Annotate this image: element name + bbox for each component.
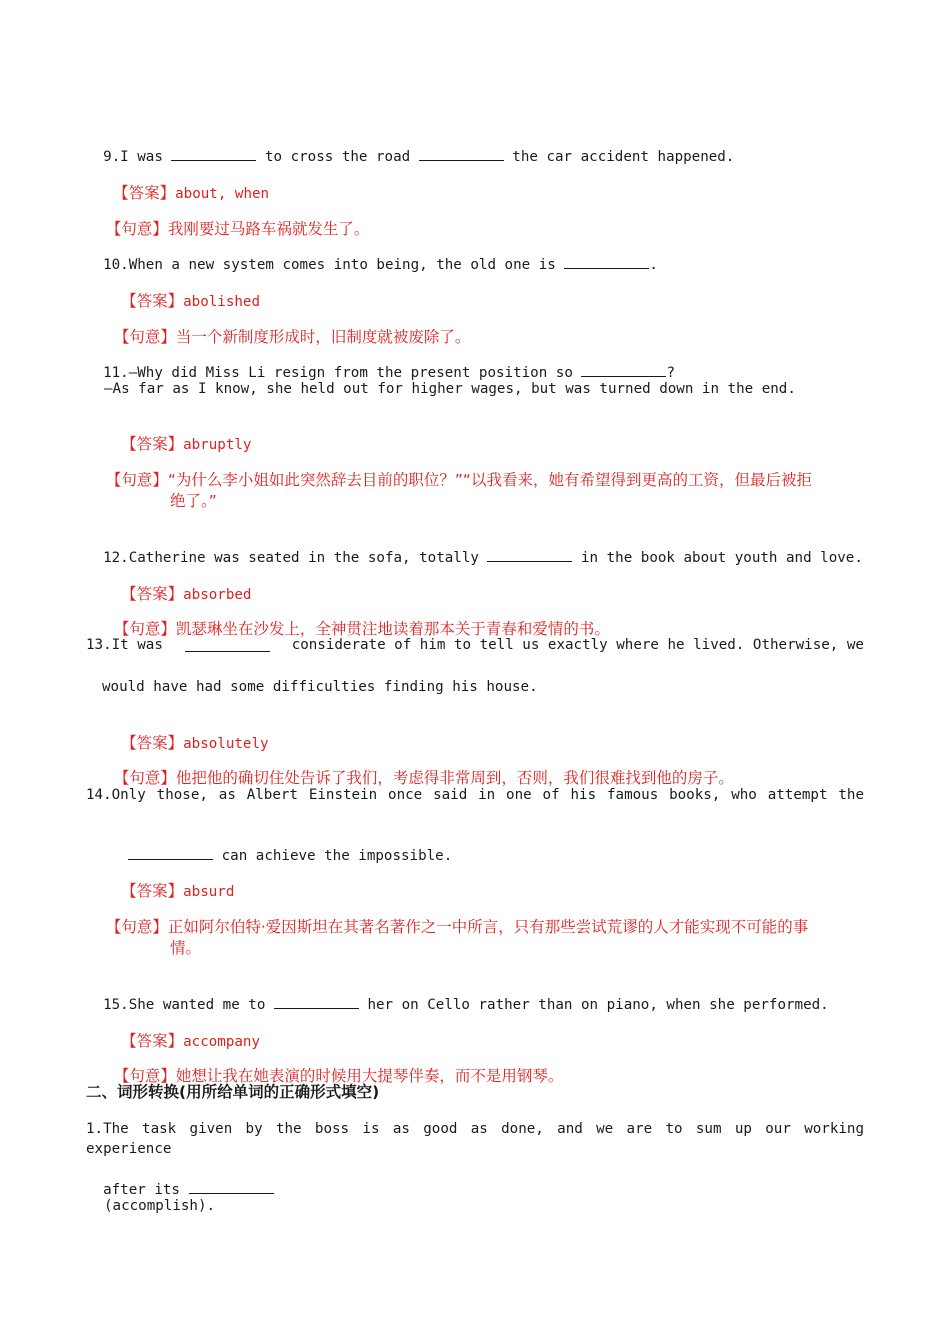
question-13 xyxy=(86,635,864,655)
meaning-text: 正如阿尔伯特·爱因斯坦在其著名著作之一中所言，只有那些尝试荒谬的人才能实现不可能的事 xyxy=(167,918,809,936)
meaning-12 xyxy=(104,599,610,639)
question-text: can achieve the impossible. xyxy=(213,848,453,864)
meaning-11 xyxy=(96,450,812,490)
meaning-text: 凯瑟琳坐在沙发上，全神贯注地读着那本关于青春和爱情的书。 xyxy=(175,620,610,638)
answer-blank xyxy=(487,548,572,562)
answer-blank xyxy=(581,363,666,377)
answer-blank xyxy=(128,846,213,860)
meaning-tag: 【句意】 xyxy=(113,328,176,346)
meaning-10 xyxy=(104,307,470,347)
meaning-tag: 【句意】 xyxy=(113,769,176,787)
question-text: 13.It was xyxy=(86,637,163,653)
question-text: 9.I was xyxy=(103,149,172,165)
meaning-tag: 【句意】 xyxy=(113,620,176,638)
answer-text: absolutely xyxy=(183,736,269,752)
answer-text: abolished xyxy=(183,294,260,310)
question-9 xyxy=(86,127,734,167)
question-14-cont xyxy=(111,826,452,866)
question-text: 15.She wanted me to xyxy=(103,997,274,1013)
answer-text: accompany xyxy=(183,1034,260,1050)
answer-text: absorbed xyxy=(183,587,252,603)
section-heading: 二、词形转换(用所给单词的正确形式填空) xyxy=(86,1083,380,1101)
meaning-text: “为什么李小姐如此突然辞去目前的职位？”“以我看来，她有希望得到更高的工资，但最后被拒 xyxy=(167,471,812,489)
answer-text: about, when xyxy=(175,186,270,202)
meaning-tag: 【句意】 xyxy=(105,918,168,936)
answer-9 xyxy=(96,163,269,204)
question-12 xyxy=(86,528,863,568)
question-14: 14.Only those, as Albert Einstein once said in one of his famous books, who attempt the xyxy=(86,787,864,803)
question-text: . xyxy=(649,257,658,273)
meaning-text: 我刚要过马路车祸就发生了。 xyxy=(167,220,370,238)
answer-blank xyxy=(189,1180,274,1194)
answer-text: absurd xyxy=(183,884,235,900)
question-13-cont: would have had some difficulties finding his house. xyxy=(102,679,538,695)
meaning-13 xyxy=(104,748,734,788)
meaning-text: 他把他的确切住处告诉了我们，考虑得非常周到，否则，我们很难找到他的房子。 xyxy=(175,769,734,787)
answer-tag: 【答案】 xyxy=(121,734,184,752)
answer-blank xyxy=(419,147,504,161)
answer-tag: 【答案】 xyxy=(121,1032,184,1050)
answer-blank xyxy=(171,147,256,161)
question-text: considerate of him to tell us exactly where he lived. Otherwise, we xyxy=(291,637,864,653)
meaning-text: 她想让我在她表演的时候用大提琴伴奏，而不是用钢琴。 xyxy=(175,1067,564,1085)
question-11 xyxy=(86,343,675,383)
question-text: ? xyxy=(666,365,675,381)
answer-tag: 【答案】 xyxy=(121,292,184,310)
section2-question-1-cont xyxy=(86,1160,274,1200)
meaning-tag: 【句意】 xyxy=(105,220,168,238)
answer-14 xyxy=(104,861,234,902)
answer-blank xyxy=(185,638,270,652)
section2-hint: (accomplish). xyxy=(104,1198,216,1214)
question-text: the car accident happened. xyxy=(503,149,735,165)
question-text: to cross the road xyxy=(256,149,419,165)
meaning-tag: 【句意】 xyxy=(113,1067,176,1085)
question-15 xyxy=(86,975,829,1015)
meaning-text: 当一个新制度形成时，旧制度就被废除了。 xyxy=(175,328,471,346)
answer-10 xyxy=(104,271,260,312)
answer-tag: 【答案】 xyxy=(121,585,184,603)
meaning-11-cont: 绝了。” xyxy=(170,492,217,510)
answer-blank xyxy=(564,255,649,269)
section2-question-1: 1.The task given by the boss is as good as done, and we are to sum up our working experience xyxy=(86,1121,864,1157)
answer-tag: 【答案】 xyxy=(121,435,184,453)
question-text: 11.—Why did Miss Li resign from the present position so xyxy=(103,365,582,381)
answer-tag: 【答案】 xyxy=(113,184,176,202)
answer-11 xyxy=(104,414,251,455)
meaning-tag: 【句意】 xyxy=(105,471,168,489)
question-text: 10.When a new system comes into being, the old one is xyxy=(103,257,565,273)
question-11-reply: —As far as I know, she held out for higher wages, but was turned down in the end. xyxy=(104,381,796,397)
meaning-14-cont: 情。 xyxy=(170,939,202,957)
question-text: after its xyxy=(103,1182,189,1198)
question-text: her on Cello rather than on piano, when she performed. xyxy=(358,997,829,1013)
meaning-15 xyxy=(104,1046,563,1086)
meaning-14 xyxy=(96,897,808,937)
question-text: in the book about youth and love. xyxy=(572,550,863,566)
answer-blank xyxy=(274,995,359,1009)
meaning-9 xyxy=(96,199,369,239)
question-10 xyxy=(86,235,658,275)
answer-tag: 【答案】 xyxy=(121,882,184,900)
question-text: 12.Catherine was seated in the sofa, totally xyxy=(103,550,488,566)
answer-text: abruptly xyxy=(183,437,252,453)
